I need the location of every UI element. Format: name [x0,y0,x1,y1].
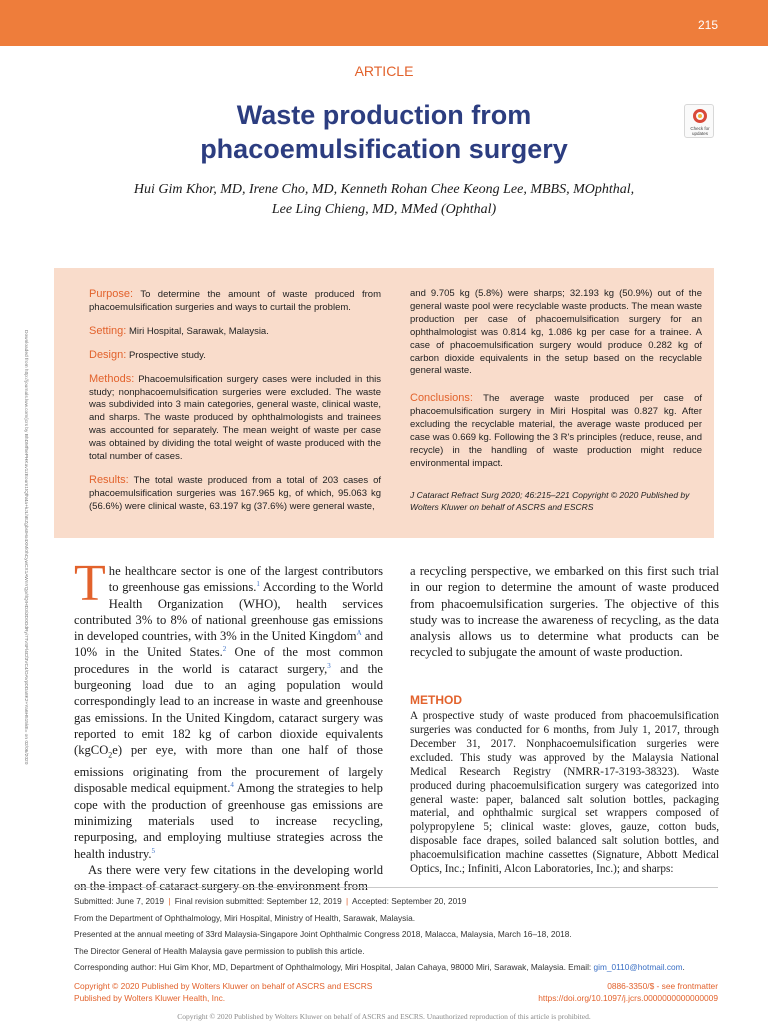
separator: | [346,896,349,906]
subscript-2: 2 [108,750,113,760]
page-number: 215 [697,18,718,32]
doi-link[interactable]: https://doi.org/10.1097/j.jcrs.0000000000000009 [538,993,718,1003]
intro-text-f: e) per eye, with more than one half of those emissions originating from the procurement of largely disposable medical equipment. [74,743,383,796]
submitted-date: Submitted: June 7, 2019 [74,896,164,906]
crossmark-icon [693,109,707,123]
intro-text-a: he healthcare sector is one of the largest contributors to greenhouse gas emissions. [108,564,383,595]
design-text: Prospective study. [128,349,206,361]
publisher-right [538,980,718,1004]
body-left-column [74,555,383,894]
crossmark-badge[interactable] [684,104,714,138]
abstract-conclusions [410,392,702,470]
reference-link-a[interactable]: A [356,629,362,637]
results-text-left: The total waste produced from a total of 203 cases of phacoemulsification surgeries was 167.965 kg, of which, 95.063 kg (56.6%) were clinical waste, 63.197 kg (37.6%) were general waste, [89,474,382,512]
purpose-text: To determine the amount of waste produced from phacoemulsification surgeries and ways to curtail the problem. [89,289,381,313]
revised-date: Final revision submitted: September 12, 2019 [174,896,342,906]
conclusions-heading: Conclusions: [410,392,473,405]
reference-link-5[interactable]: 5 [151,846,156,855]
accepted-date: Accepted: September 20, 2019 [352,896,467,906]
submission-dates [74,895,718,907]
method-heading: METHOD [410,692,462,707]
abstract-methods [89,373,381,464]
results-heading: Results: [89,473,129,486]
journal-citation: J Cataract Refract Surg 2020; 46:215–221 Copyright © 2020 Published by Wolters Kluwer on behalf of ASCRS and ESCRS [410,489,690,512]
methods-text: Phacoemulsification surgery cases were included in this study; nonphacoemulsification surgeries were excluded. The waste was subdivided into 3 main categories, general waste, clinical waste, and sharps. The waste produced by ophthalmologists and trainees was accounted for separately. The mean weight of waste per case was obtained by dividing the total weight of waste produced with the total number of cases. [89,373,382,463]
intro-text-c: and 10% in the United States. [74,629,383,660]
presentation-note: Presented at the annual meeting of 33rd Malaysia-Singapore Joint Ophthalmic Congress 2018, Malacca, Malaysia, March 16–18, 2018. [74,929,572,939]
results-text-right: and 9.705 kg (5.8%) were sharps; 32.193 kg (50.9%) out of the general waste pool were recyclable waste products. The mean waste production per case of phacoemulsification surgery for an ophthalmologist was 0.814 kg, 1.086 kg per case for a trainee. A case of phacoemulsification surgery would produce 0.282 kg of carbon dioxide equivalents in the setup based on the recyclable general waste. [410,288,702,377]
abstract-left-column [89,288,381,524]
affiliation-note: From the Department of Ophthalmology, Miri Hospital, Ministry of Health, Sarawak, Malaysia. [74,912,416,923]
abstract-box [54,268,714,538]
conclusions-text: The average waste produced per case of phacoemulsification surgery in Miri Hospital was 0.827 kg. After excluding the recyclable material, the average waste produced per case was 0.669 kg. Following the 3 R's principles (reduce, reuse, and recycle) in the handling of waste production might reduce environmental impact. [410,393,702,469]
email-period: . [682,962,685,972]
reference-link-2[interactable]: 2 [222,645,227,654]
method-paragraph: A prospective study of waste produced from phacoemulsification surgeries was conducted for 6 months, from July 1, 2017, through December 31, 2017. Nonphacoemulsification surgeries were excluded. This study was approved by the Malaysia National Medical Research Registry (NMRR-17-3193-38323). Waste produced during phacoemulsification surgery was categorized into general waste: paper, balanced salt solution bottles, packaging material, and ophthalmic surgical set wrappers composed of polypropylene 5; clinical waste: gloves, gauze, cotton buds, disposable face drapes, soiled balanced salt solution bottles, and phacoemulsification machine cassettes (Signature, Abbott Medical Optics, Inc.; Infiniti, Alcon Laboratories, Inc.); and sharps: [410,710,719,876]
separator: | [168,896,171,906]
issn-line: 0886-3350/$ - see frontmatter [607,981,718,991]
author-list [130,180,638,220]
bottom-copyright: Copyright © 2020 Published by Wolters Kluwer on behalf of ASCRS and ESCRS. Unauthorized reproduction of this article is prohibited. [177,1012,591,1021]
drop-cap: T [74,555,106,612]
header-bar [0,0,768,46]
intro-text-d: One of the most common procedures in the world is cataract surgery, [74,645,383,676]
body-right-column [410,563,719,877]
article-title: Waste production from phacoemulsification surgery [200,100,568,164]
download-note-text: Downloaded from http://journals.lww.com/jcrs by BhDMf5ePHKav1zEoum1tQfN4a+kJLhEZgbsIHo4XMi0hCywCX1AWnYQp/IlQrHD3i3D0OdRyi7TvSFl4Cf3VC4/OAVpDDa8K2+Ya6H515kE= on 02/06/2020 [23,330,28,765]
intro-text-b: According to the World Health Organization (WHO), health services contributed 3% to 8% of national greenhouse gas emissions in developed countries, with 3% in the United Kingdom [74,580,383,644]
abstract-results [89,474,381,514]
publisher-left [74,980,372,1004]
abstract-purpose [89,288,381,315]
design-heading: Design: [89,348,127,361]
reference-link-4[interactable]: 4 [230,781,234,790]
authors-line-1: Hui Gim Khor, MD, Irene Cho, MD, Kenneth Rohan Chee Keong Lee, MBBS, MOphthal, [133,182,635,197]
corresponding-text: Corresponding author: Hui Gim Khor, MD, Department of Ophthalmology, Miri Hospital, Jalan Cahaya, 98000 Miri, Sarawak, Malaysia. Email: [74,962,594,972]
setting-text: Miri Hospital, Sarawak, Malaysia. [128,325,269,337]
abstract-right-column [410,288,702,513]
purpose-heading: Purpose: [89,288,134,300]
article-type-label: ARTICLE [354,63,414,79]
email-link[interactable]: gim_0110@hotmail.com [593,962,683,972]
corresponding-author [74,961,718,973]
abstract-design [89,349,381,363]
reference-link-1[interactable]: 1 [256,580,260,589]
authors-line-2: Lee Ling Chieng, MD, MMed (Ophthal) [271,202,497,217]
intro-paragraph-continued: a recycling perspective, we embarked on this first such trial in our region to determine the amount of waste produced from phacoemulsification surgeries. The objective of this study was to increase the awareness of recycling, as the data analysis allows us to determine what products can be recycled to subjugate the amount of waste production. [410,564,719,660]
intro-paragraph-2: As there were very few citations in the developing world on the impact of cataract surgery on the environment from [74,862,383,894]
publisher-copyright: Copyright © 2020 Published by Wolters Kluwer on behalf of ASCRS and ESCRS [74,981,373,991]
reference-link-3[interactable]: 3 [327,661,331,670]
footnotes [74,887,718,978]
intro-paragraph [74,555,383,862]
setting-heading: Setting: [89,324,127,337]
intro-text-g: Among the strategies to help cope with the production of greenhouse gas emissions are minimizing materials used to increase recycling, repurposing, and employing multiuse strategies across the health industry. [74,781,383,861]
intro-text-e: and the burgeoning load due to an aging population would correspondingly lead to an increase in waste and greenhouse gas emissions. In the United Kingdom, cataract surgery was reported to emit 182 kg of carbon dioxide equivalents (kgCO [74,661,383,758]
methods-heading: Methods: [89,372,135,385]
download-note [20,330,30,765]
crossmark-text: Check for updates [690,126,710,136]
abstract-setting [89,325,381,339]
permission-note: The Director General of Health Malaysia gave permission to publish this article. [74,945,365,956]
publisher-name: Published by Wolters Kluwer Health, Inc. [74,993,226,1003]
